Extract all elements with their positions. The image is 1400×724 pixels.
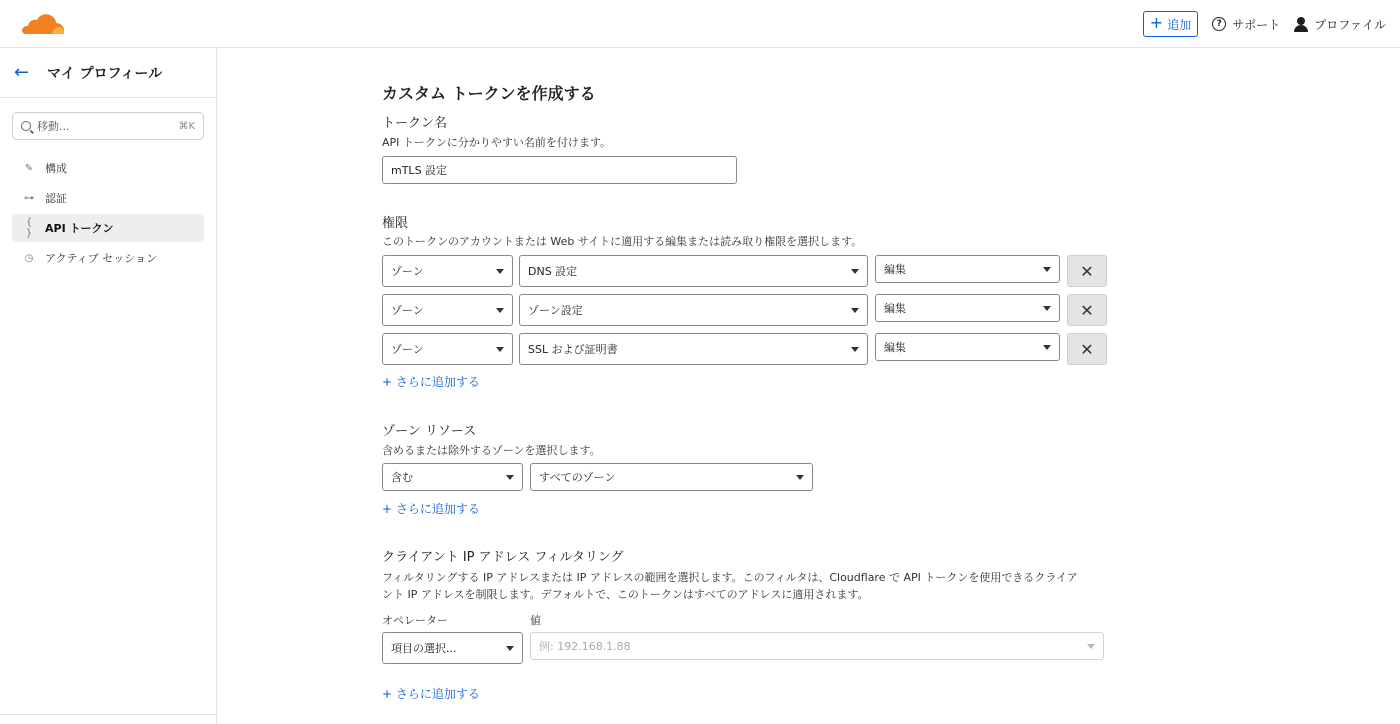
ip-filter-desc-line2: ント IP アドレスを制限します。デフォルトで、このトークンはすべてのアドレスに適用されます。 (382, 588, 869, 601)
permissions-title: 権限 (382, 216, 409, 231)
select-placeholder: 項目の選択... (391, 642, 457, 655)
ip-value-select[interactable] (530, 632, 1104, 660)
operator-label: オペレーター (382, 614, 448, 627)
profile-label: プロファイル (1314, 17, 1386, 32)
caret-down-icon (1043, 267, 1051, 272)
add-button[interactable] (1143, 11, 1198, 37)
zone-resources-desc: 含めるまたは除外するゾーンを選択します。 (382, 444, 601, 457)
sidebar-item-active-sessions[interactable] (12, 244, 204, 272)
caret-down-icon (506, 475, 514, 480)
add-permission-link[interactable]: + さらに追加する (382, 375, 480, 389)
pencil-icon: ✎ (24, 162, 34, 174)
close-icon: ✕ (1080, 300, 1094, 320)
select-placeholder: 例: 192.168.1.88 (539, 640, 631, 653)
zone-scope-select[interactable] (530, 463, 813, 491)
search-shortcut: ⌘K (178, 120, 195, 132)
caret-down-icon (496, 308, 504, 313)
sidebar-item-configuration[interactable] (12, 154, 204, 182)
sidebar-item-label: アクティブ セッション (45, 252, 158, 265)
support-label: サポート (1232, 17, 1281, 32)
sidebar-item-api-tokens[interactable] (12, 214, 204, 242)
select-value: ゾーン (391, 265, 424, 278)
caret-down-icon (851, 308, 859, 313)
help-icon: ? (1212, 17, 1226, 31)
profile-link[interactable] (1294, 16, 1386, 33)
ip-filter-desc-line1: フィルタリングする IP アドレスまたは IP アドレスの範囲を選択します。このフィルタは、Cloudflare で API トークンを使用できるクライア (382, 571, 1078, 584)
permission-resource-select[interactable] (519, 333, 868, 365)
top-bar (0, 0, 1400, 48)
sidebar-footer (0, 714, 216, 724)
sidebar-item-label: 構成 (45, 162, 67, 175)
sidebar (0, 48, 217, 724)
close-icon: ✕ (1080, 339, 1094, 359)
caret-down-icon (506, 646, 514, 651)
permissions-desc: このトークンのアカウントまたは Web サイトに適用する編集または読み取り権限を選択します。 (382, 235, 863, 248)
select-value: 編集 (884, 263, 906, 276)
permission-scope-select[interactable] (382, 255, 513, 287)
permission-resource-select[interactable] (519, 294, 868, 326)
back-arrow-icon[interactable]: ← (14, 62, 30, 83)
permission-resource-select[interactable] (519, 255, 868, 287)
select-value: ゾーン設定 (528, 304, 583, 317)
braces-icon: { } (25, 217, 33, 239)
close-icon: ✕ (1080, 261, 1094, 281)
select-value: すべてのゾーン (539, 471, 616, 484)
remove-permission-button[interactable] (1067, 333, 1107, 365)
select-value: 編集 (884, 302, 906, 315)
caret-down-icon (1043, 345, 1051, 350)
cloudflare-logo[interactable] (20, 12, 66, 36)
permission-scope-select[interactable] (382, 294, 513, 326)
zone-resources-title: ゾーン リソース (382, 424, 477, 439)
search-placeholder: 移動... (37, 120, 70, 133)
key-icon: ⊶ (24, 192, 34, 204)
clock-icon: ◷ (24, 252, 34, 264)
zone-include-select[interactable] (382, 463, 523, 491)
caret-down-icon (851, 269, 859, 274)
token-name-input[interactable]: mTLS 設定 (382, 156, 737, 184)
permission-access-select[interactable] (875, 294, 1060, 322)
sidebar-nav (12, 154, 204, 274)
caret-down-icon (496, 269, 504, 274)
select-value: SSL および証明書 (528, 343, 618, 356)
plus-icon: + (1149, 13, 1164, 32)
operator-select[interactable] (382, 632, 523, 664)
token-name-desc: API トークンに分かりやすい名前を付けます。 (382, 136, 612, 149)
permission-scope-select[interactable] (382, 333, 513, 365)
caret-down-icon (796, 475, 804, 480)
permission-access-select[interactable] (875, 333, 1060, 361)
caret-down-icon (1043, 306, 1051, 311)
add-zone-link[interactable]: + さらに追加する (382, 502, 480, 516)
sidebar-title: マイ プロフィール (47, 65, 163, 82)
add-button-label: 追加 (1167, 17, 1192, 32)
select-value: 含む (391, 471, 413, 484)
sidebar-header (0, 48, 216, 98)
value-label: 値 (530, 614, 541, 627)
remove-permission-button[interactable] (1067, 294, 1107, 326)
permission-access-select[interactable] (875, 255, 1060, 283)
caret-down-icon (1087, 644, 1095, 649)
select-value: ゾーン (391, 304, 424, 317)
support-link[interactable] (1212, 16, 1280, 33)
select-value: 編集 (884, 341, 906, 354)
ip-filter-title: クライアント IP アドレス フィルタリング (382, 550, 624, 565)
select-value: DNS 設定 (528, 265, 578, 278)
add-ip-filter-link[interactable]: + さらに追加する (382, 687, 480, 701)
user-icon (1294, 17, 1308, 32)
search-icon (21, 121, 31, 131)
page-title: カスタム トークンを作成する (382, 84, 596, 103)
sidebar-item-label: 認証 (45, 192, 67, 205)
sidebar-search-input[interactable] (12, 112, 204, 140)
caret-down-icon (496, 347, 504, 352)
sidebar-item-label: API トークン (45, 222, 114, 235)
remove-permission-button[interactable] (1067, 255, 1107, 287)
caret-down-icon (851, 347, 859, 352)
sidebar-item-authentication[interactable] (12, 184, 204, 212)
token-name-title: トークン名 (382, 116, 448, 131)
select-value: ゾーン (391, 343, 424, 356)
